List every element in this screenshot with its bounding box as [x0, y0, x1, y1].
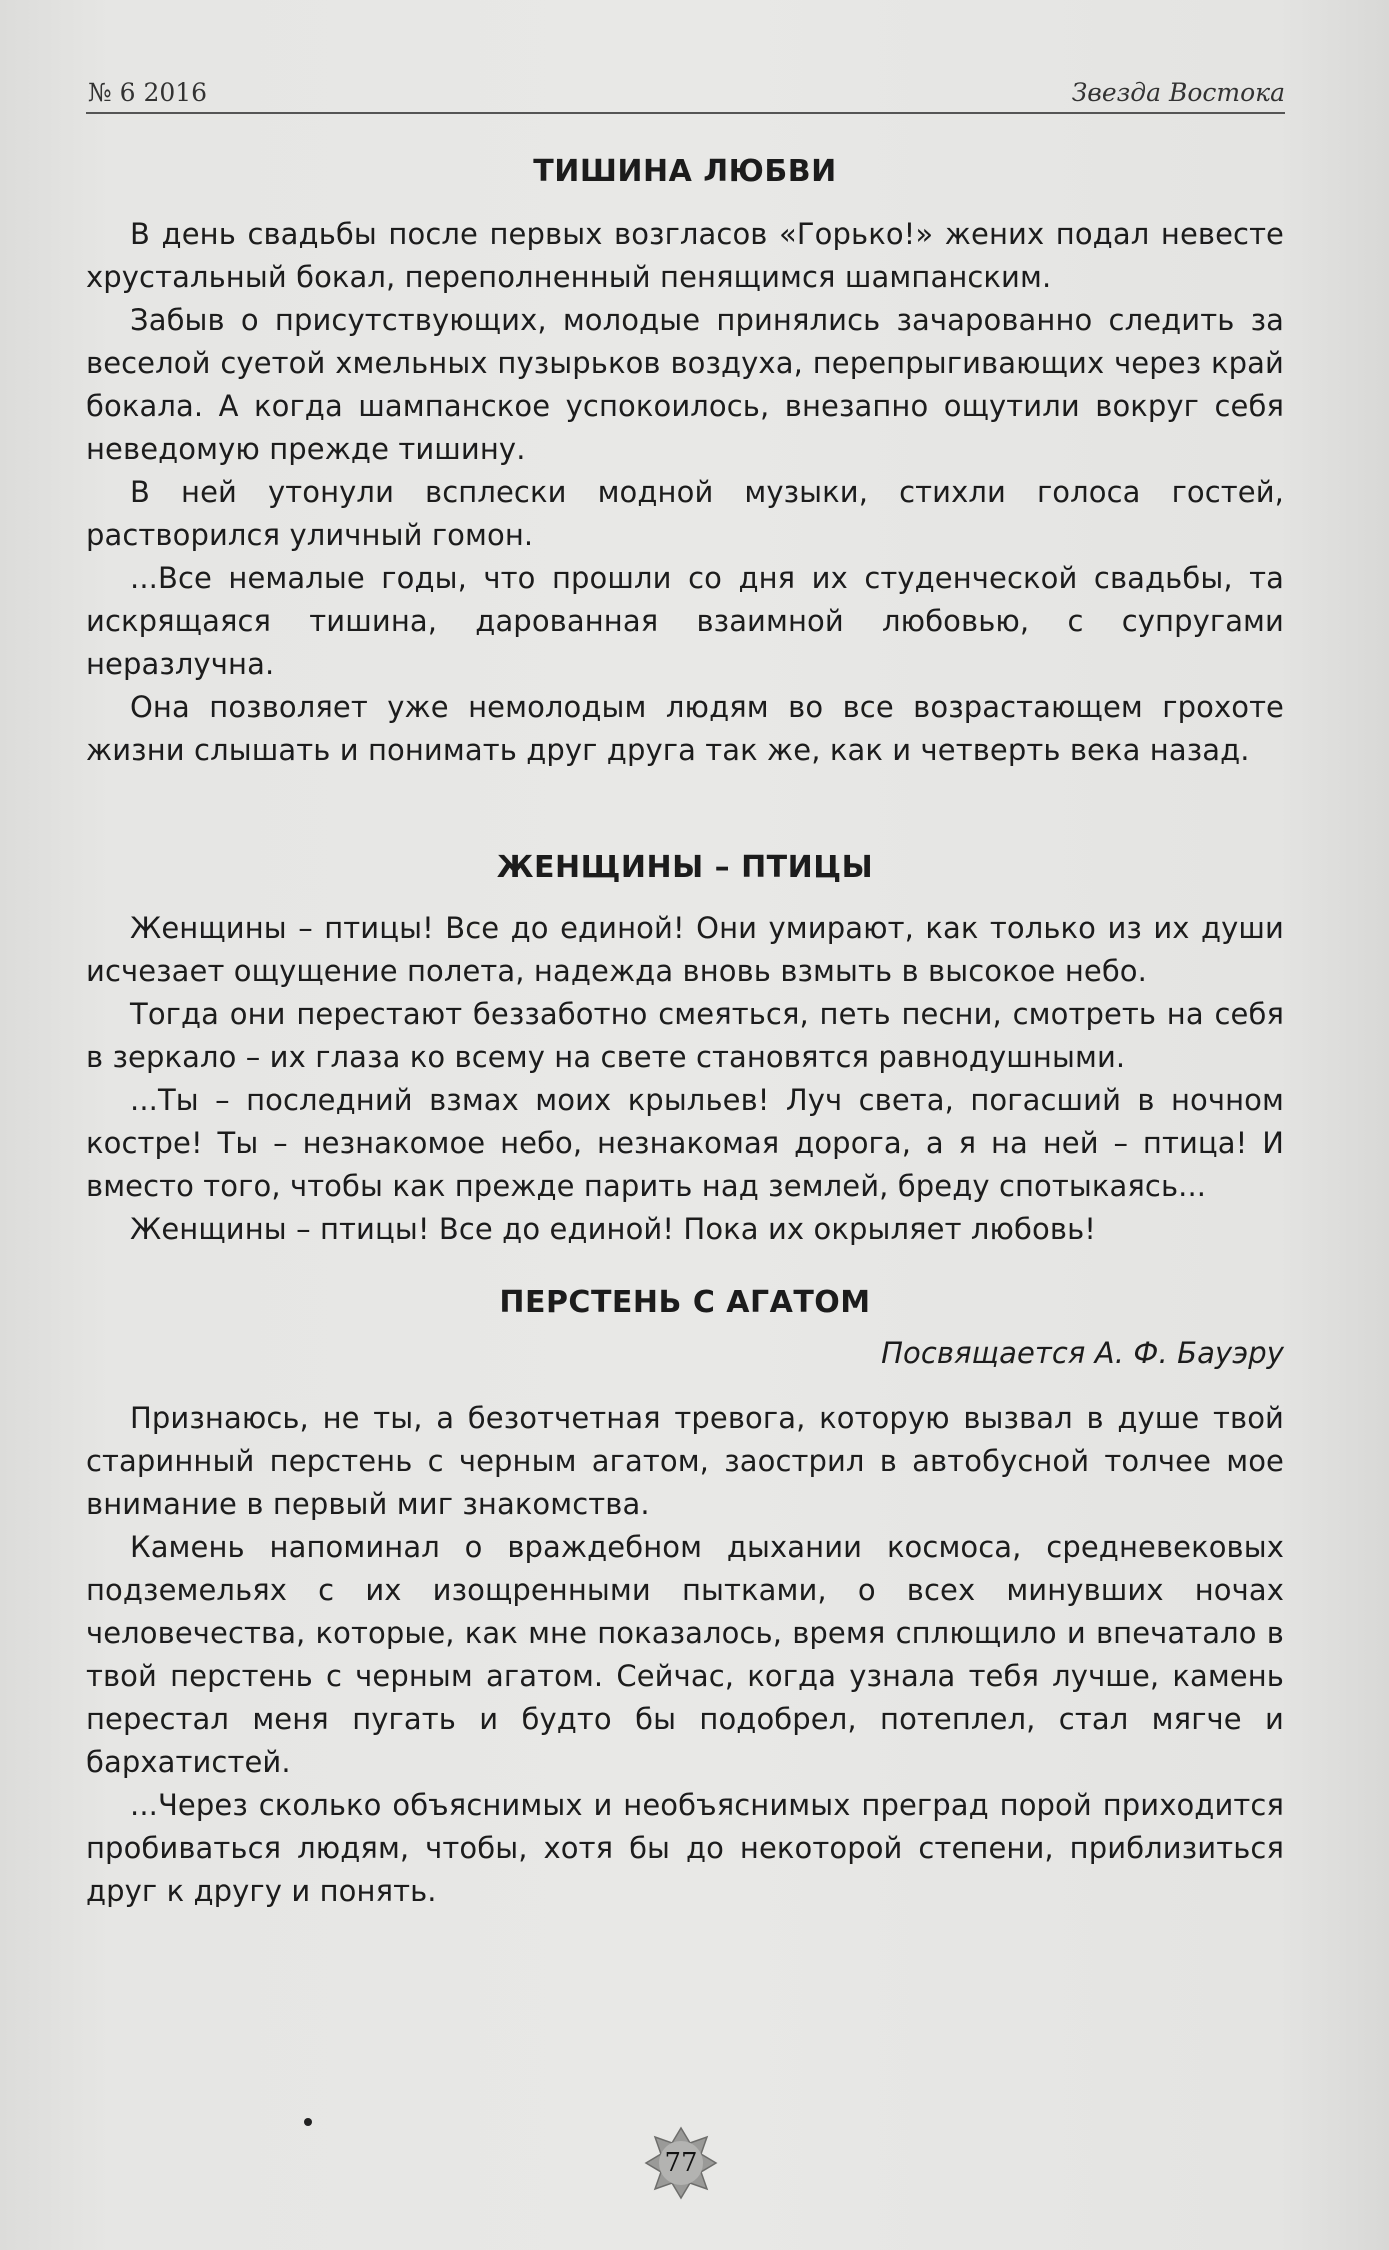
section-title: ЖЕНЩИНЫ – ПТИЦЫ [496, 850, 874, 885]
paragraph: ...Ты – последний взмах моих крыльев! Луч света, погасший в ночном костре! Ты – незнакомое небо, незнакомая дорога, а я на ней – птица! И вместо того, чтобы как прежде парить над землей, бреду спотыкаясь... [86, 1083, 1284, 1203]
paragraph: Камень напоминал о враждебном дыхании космоса, средневековых подземельях с их изощренными пытками, о всех минувших ночах человечества, которые, как мне показалось, время сплющило и впечатало в твой перстень с черным агатом. Сейчас, когда узнала тебя лучше, камень перестал меня пугать и будто бы подобрел, потеплел, стал мягче и бархатистей. [86, 1530, 1284, 1779]
paragraph: Тогда они перестают беззаботно смеяться, петь песни, смотреть на себя в зеркало – их глаза ко всему на свете становятся равнодушными. [86, 997, 1284, 1074]
section-title: ПЕРСТЕНЬ С АГАТОМ [499, 1285, 871, 1320]
paragraph: В день свадьбы после первых возгласов «Горько!» жених подал невесте хрустальный бокал, переполненный пенящимся шампанским. [86, 217, 1284, 294]
ink-dot [304, 2118, 312, 2126]
paragraph: Женщины – птицы! Все до единой! Пока их окрыляет любовь! [130, 1212, 1096, 1246]
page-number: 77 [664, 2148, 698, 2178]
paragraph: ...Через сколько объяснимых и необъяснимых преград порой приходится пробиваться людям, чтобы, хотя бы до некоторой степени, приблизиться друг к другу и понять. [86, 1788, 1284, 1908]
paragraph: В ней утонули всплески модной музыки, стихли голоса гостей, растворился уличный гомон. [86, 475, 1284, 552]
running-header [86, 72, 1285, 114]
page-number-badge [644, 2126, 718, 2200]
journal-title: Звезда Востока [1071, 78, 1285, 107]
paragraph: ...Все немалые годы, что прошли со дня их студенческой свадьбы, та искрящаяся тишина, дарованная взаимной любовью, с супругами неразлучна. [86, 561, 1284, 681]
article-body [86, 150, 1284, 1913]
paragraph: Она позволяет уже немолодым людям во все возрастающем грохоте жизни слышать и понимать друг друга так же, как и четверть века назад. [86, 690, 1284, 767]
paragraph: Забыв о присутствующих, молодые принялись зачарованно следить за веселой суетой хмельных пузырьков воздуха, перепрыгивающих через край бокала. А когда шампанское успокоилось, внезапно ощутили вокруг себя неведомую прежде тишину. [86, 303, 1284, 466]
issue-number: № 6 2016 [88, 78, 208, 107]
section-title: ТИШИНА ЛЮБВИ [533, 154, 837, 189]
dedication: Посвящается А. Ф. Бауэру [881, 1336, 1284, 1370]
paragraph: Женщины – птицы! Все до единой! Они умирают, как только из их души исчезает ощущение полета, надежда вновь взмыть в высокое небо. [86, 911, 1284, 988]
paragraph: Признаюсь, не ты, а безотчетная тревога, которую вызвал в душе твой старинный перстень с черным агатом, заострил в автобусной толчее мое внимание в первый миг знакомства. [86, 1401, 1284, 1521]
